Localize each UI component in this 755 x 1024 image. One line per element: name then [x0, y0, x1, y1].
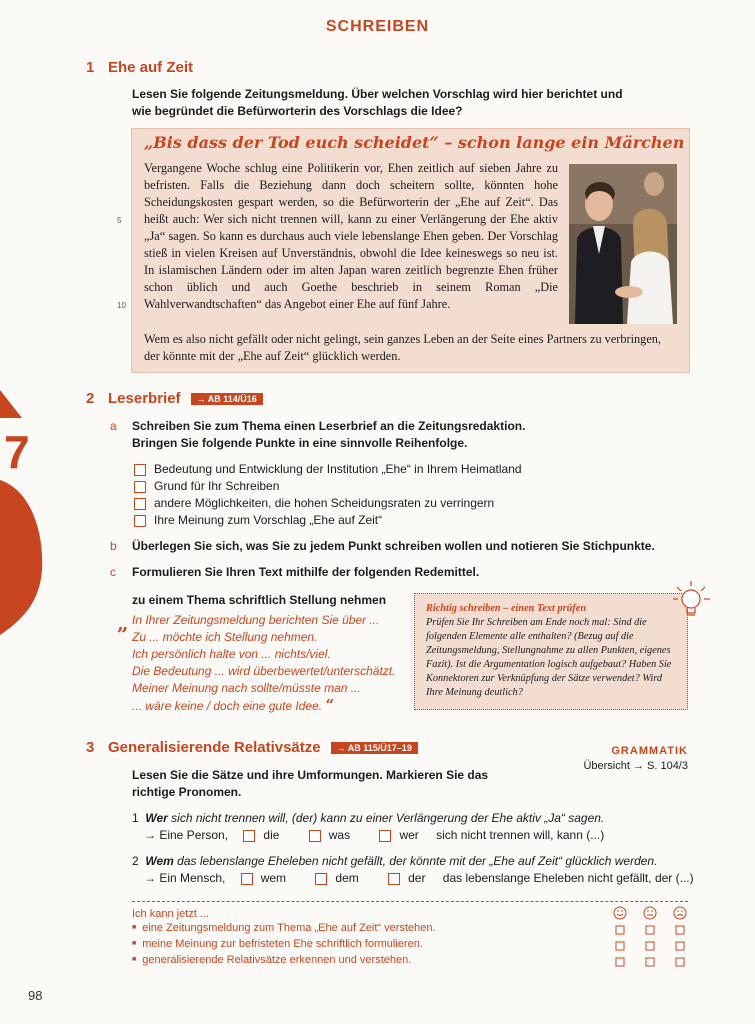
newspaper-article [131, 128, 690, 373]
pronoun-option[interactable]: der [388, 871, 425, 885]
order-option[interactable]: Ihre Meinung zum Vorschlag „Ehe auf Zeit“ [134, 512, 382, 528]
article-headline: „Bis dass der Tod euch scheidet“ – schon lange ein Märchen [144, 133, 685, 152]
can-do-item: ■ generalisierende Relativsätze erkennen und verstehen. [132, 952, 688, 968]
exercise-3-number: 3 [86, 739, 95, 756]
checkbox[interactable] [134, 498, 146, 510]
tip-title: Richtig schreiben – einen Text prüfen [426, 603, 587, 614]
sad-smiley-icon [674, 907, 686, 919]
section-title: SCHREIBEN [325, 18, 430, 35]
can-do-item: ■ meine Meinung zur befristeten Ehe schriftlich formulieren. [132, 936, 688, 952]
checkbox[interactable] [134, 515, 146, 527]
task-a-instruction: Schreiben Sie zum Thema einen Leserbrief an die Zeitungsredaktion. Bringen Sie folgende Punkte in eine sinnvolle Reihenfolge. [132, 419, 526, 450]
exercise-1-number: 1 [86, 59, 95, 76]
neutral-smiley-icon [644, 907, 656, 919]
task-a-label: a [110, 419, 117, 433]
order-option[interactable]: Grund für Ihr Schreiben [134, 478, 279, 494]
lightbulb-icon [672, 577, 712, 621]
page-number: 98 [28, 988, 43, 1003]
chapter-tab [0, 390, 44, 640]
workbook-reference-badge: → AB 114/Ü16 [191, 393, 263, 405]
writing-tip-box [414, 593, 688, 710]
exercise-2-title: Leserbrief → AB 114/Ü16 [108, 390, 263, 407]
happy-smiley-icon [614, 907, 626, 919]
line-number-5: 5 [117, 216, 122, 225]
close-quote-mark: “ [325, 696, 335, 714]
self-rating-grid [612, 906, 692, 968]
workbook-reference-badge: → AB 115/Ü17–19 [331, 742, 418, 754]
task-c-instruction: Formulieren Sie Ihren Text mithilfe der folgenden Redemittel. [132, 565, 480, 579]
pronoun-option[interactable]: dem [315, 871, 358, 885]
article-body: Vergangene Woche schlug eine Politikerin vor, Ehen zeitlich auf sieben Jahre zu befristen. Falls die Beziehung dann doch scheitern sollte, könnten hohe Scheidungskosten gespart werden, so die Befürworterin der „Ehe auf Zeit“. Das heißt auch: Wer sich nicht trennen will, kann zu einer Verlängerung der Ehe aktiv „Ja“ sagen. So kann es durchaus auch viele lebenslange Ehen geben. Der Vorschlag stieß in vielen Kreisen auf Unverständnis, obwohl die Idee keineswegs so neu ist. In islamischen Ländern oder im alten Japan waren zeitlich begrenzte Ehen früher schon üblich und auch Goethe beschrieb in seinem Roman „Die Wahlverwandtschaften“ das Angebot einer Ehe auf fünf Jahre. [144, 161, 558, 311]
grammar-page-link[interactable]: Übersicht → S. 104/3 [583, 760, 688, 772]
useful-phrases: In Ihrer Zeitungsmeldung berichten Sie über ... Zu ... möchte ich Stellung nehmen. Ich persönlich halte von ... nichts/viel. Die Bedeutung ... wird überbewertet/unterschätzt. Meiner Meinung nach sollte/müsste man ... ... wäre keine / doch eine gute Idee. “ [132, 613, 396, 714]
exercise-3-instruction: Lesen Sie die Sätze und ihre Umformungen. Markieren Sie das richtige Pronomen. [132, 768, 489, 799]
article-conclusion: Wem es also nicht gefällt oder nicht gelingt, sein ganzes Leben an der Seite eines Partners zu verbringen, der könnte mit der „Ehe auf Zeit“ glücklich werden. [144, 332, 662, 363]
order-option[interactable]: Bedeutung und Entwicklung der Institution „Ehe“ in Ihrem Heimatland [134, 461, 522, 477]
order-option[interactable]: andere Möglichkeiten, die hohen Scheidungsraten zu verringern [134, 495, 494, 511]
tip-text: Prüfen Sie Ihr Schreiben am Ende noch mal: Sind die folgenden Elemente alle enthalten? (Bezug auf die Zeitungsmeldung, Stellungnahme zu allen Punkten, eigenes Fazit). Ist die Argumentation logisch aufgebaut? Haben Sie Konnektoren zur Verknüpfung der Sätze verwendet? Wird Ihre Meinung deutlich? [426, 617, 672, 698]
checkbox[interactable] [134, 464, 146, 476]
pronoun-option[interactable]: wer [379, 828, 418, 842]
sentence-1: 1 Wer sich nicht trennen will, (der) kann zu einer Verlängerung der Ehe aktiv „Ja“ sagen. [132, 811, 605, 825]
wedding-photo [569, 164, 677, 324]
checkbox[interactable] [134, 481, 146, 493]
exercise-3-title: Generalisierende Relativsätze → AB 115/Ü17–19 [108, 739, 418, 756]
task-b-label: b [110, 539, 117, 553]
chapter-number: 7 [4, 426, 30, 478]
exercise-1-instruction: Lesen Sie folgende Zeitungsmeldung. Über welchen Vorschlag wird hier berichtet und wie begründet die Befürworterin des Vorschlags die Idee? [132, 87, 623, 118]
sentence-2: 2 Wem das lebenslange Eheleben nicht gefällt, der könnte mit der „Ehe auf Zeit“ glücklich werden. [132, 854, 658, 868]
pronoun-option[interactable]: wem [241, 871, 286, 885]
open-quote-mark: „ [117, 611, 129, 635]
pronoun-option[interactable]: was [309, 828, 350, 842]
can-do-heading: Ich kann jetzt ... [132, 908, 210, 920]
exercise-1-title: Ehe auf Zeit [108, 59, 194, 76]
can-do-item: ■ eine Zeitungsmeldung zum Thema „Ehe auf Zeit“ verstehen. [132, 920, 688, 936]
task-c-label: c [110, 565, 116, 579]
line-number-10: 10 [117, 301, 126, 310]
exercise-2-number: 2 [86, 390, 95, 407]
grammar-reference [550, 745, 688, 772]
task-b-instruction: Überlegen Sie sich, was Sie zu jedem Punkt schreiben wollen und notieren Sie Stichpunkte. [132, 539, 655, 553]
self-assessment [132, 901, 688, 968]
sentence-2-rewrite: → Ein Mensch, wem dem der das lebenslange Eheleben nicht gefällt, der (...) [144, 871, 694, 885]
pronoun-option[interactable]: die [243, 828, 279, 842]
grammar-label: GRAMMATIK [611, 745, 688, 757]
phrases-heading: zu einem Thema schriftlich Stellung nehmen [132, 593, 387, 607]
sentence-1-rewrite: → Eine Person, die was wer sich nicht trennen will, kann (...) [144, 828, 605, 842]
